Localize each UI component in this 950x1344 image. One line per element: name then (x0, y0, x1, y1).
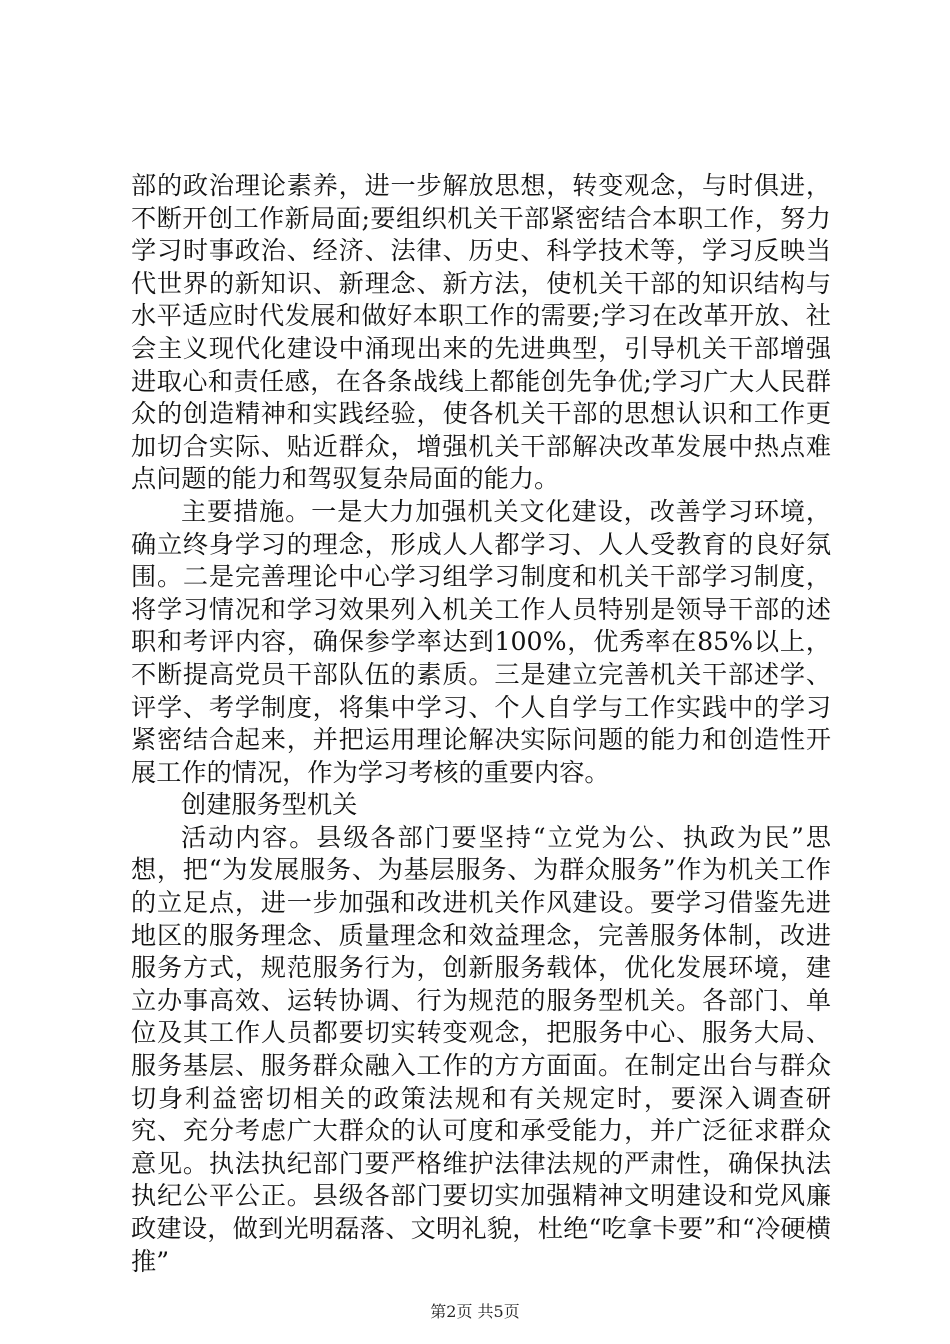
paragraph-main-measures: 主要措施。一是大力加强机关文化建设，改善学习环境，确立终身学习的理念，形成人人都学习、人人受教育的良好氛围。二是完善理论中心学习组学习制度和机关干部学习制度，将学习情况和学习效果列入机关工作人员特别是领导干部的述职和考评内容，确保参学率达到100%，优秀率在85%以上，不断提高党员干部队伍的素质。三是建立完善机关干部述学、评学、考学制度，将集中学习、个人自学与工作实践中的学习紧密结合起来，并把运用理论解决实际问题的能力和创造性开展工作的情况，作为学习考核的重要内容。 (131, 496, 831, 787)
document-body (131, 170, 831, 1278)
paragraph-activity-content: 活动内容。县级各部门要坚持“立党为公、执政为民”思想，把“为发展服务、为基层服务、为群众服务”作为机关工作的立足点，进一步加强和改进机关作风建设。要学习借鉴先进地区的服务理念、质量理念和效益理念，完善服务体制，改进服务方式，规范服务行为，创新服务载体，优化发展环境，建立办事高效、运转协调、行为规范的服务型机关。各部门、单位及其工作人员都要切实转变观念，把服务中心、服务大局、服务基层、服务群众融入工作的方方面面。在制定出台与群众切身利益密切相关的政策法规和有关规定时，要深入调查研究、充分考虑广大群众的认可度和承受能力，并广泛征求群众意见。执法执纪部门要严格维护法律法规的严肃性，确保执法执纪公平公正。县级各部门要切实加强精神文明建设和党风廉政建设，做到光明磊落、文明礼貌，杜绝“吃拿卡要”和“冷硬横推” (131, 822, 831, 1276)
page-number-footer: 第2页 共5页 (430, 1302, 520, 1321)
paragraph-continuation: 部的政治理论素养，进一步解放思想，转变观念，与时俱进，不断开创工作新局面;要组织机关干部紧密结合本职工作，努力学习时事政治、经济、法律、历史、科学技术等，学习反映当代世界的新知识、新理念、新方法，使机关干部的知识结构与水平适应时代发展和做好本职工作的需要;学习在改革开放、社会主义现代化建设中涌现出来的先进典型，引导机关干部增强进取心和责任感，在各条战线上都能创先争优;学习广大人民群众的创造精神和实践经验，使各机关干部的思想认识和工作更加切合实际、贴近群众，增强机关干部解决改革发展中热点难点问题的能力和驾驭复杂局面的能力。 (131, 171, 831, 494)
section-heading-service-agency: 创建服务型机关 (181, 790, 358, 820)
